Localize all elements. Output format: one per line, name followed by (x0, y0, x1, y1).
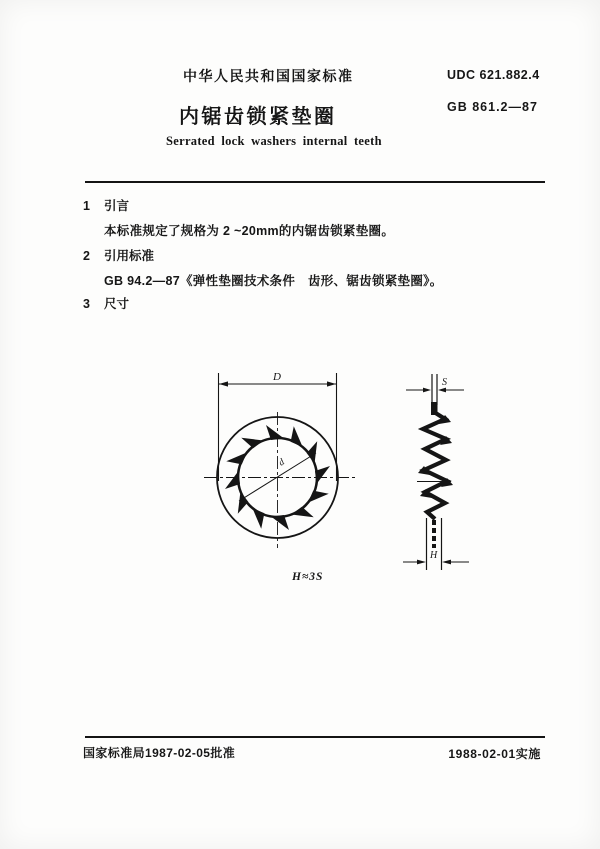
section-number: 3 (83, 297, 90, 311)
document-title-en: Serrated lock washers internal teeth (166, 134, 382, 148)
section-number: 1 (83, 199, 90, 213)
figure-note: H≈3S (292, 571, 324, 583)
section-title: 引用标准 (104, 249, 155, 263)
dim-label-d: d (277, 457, 287, 469)
section-number: 2 (83, 249, 90, 263)
section-3-heading (83, 294, 129, 312)
standard-type-title: 中华人民共和国国家标准 (183, 68, 354, 84)
arrowhead (442, 560, 451, 565)
washer-technical-drawing (185, 365, 600, 580)
arrowhead (438, 388, 446, 393)
arrowhead (417, 560, 426, 565)
dim-label-D: D (273, 371, 281, 383)
implementation-date: 1988-02-01实施 (448, 747, 541, 761)
header-divider (85, 181, 545, 183)
section-2-body: GB 94.2—87《弹性垫圈技术条件 齿形、锯齿锁紧垫圈》。 (104, 274, 443, 288)
arrowhead (327, 381, 336, 386)
dim-label-S: S (442, 377, 447, 388)
dim-label-H: H (430, 550, 438, 561)
arrowhead (423, 388, 431, 393)
footer-divider (85, 736, 545, 738)
section-1-body: 本标准规定了规格为 2 ~20mm的内锯齿锁紧垫圈。 (104, 224, 395, 238)
section-title: 引言 (104, 199, 130, 213)
zigzag-profile (423, 412, 447, 519)
document-title-cn: 内锯齿锁紧垫圈 (179, 106, 337, 128)
udc-number: UDC 621.882.4 (447, 68, 540, 82)
approval-date: 国家标准局1987-02-05批准 (83, 746, 236, 760)
section-1-heading (83, 196, 129, 214)
section-2-heading (83, 246, 154, 264)
section-title: 尺寸 (104, 297, 130, 311)
arrowhead (219, 381, 228, 386)
standard-number: GB 861.2—87 (447, 100, 538, 114)
